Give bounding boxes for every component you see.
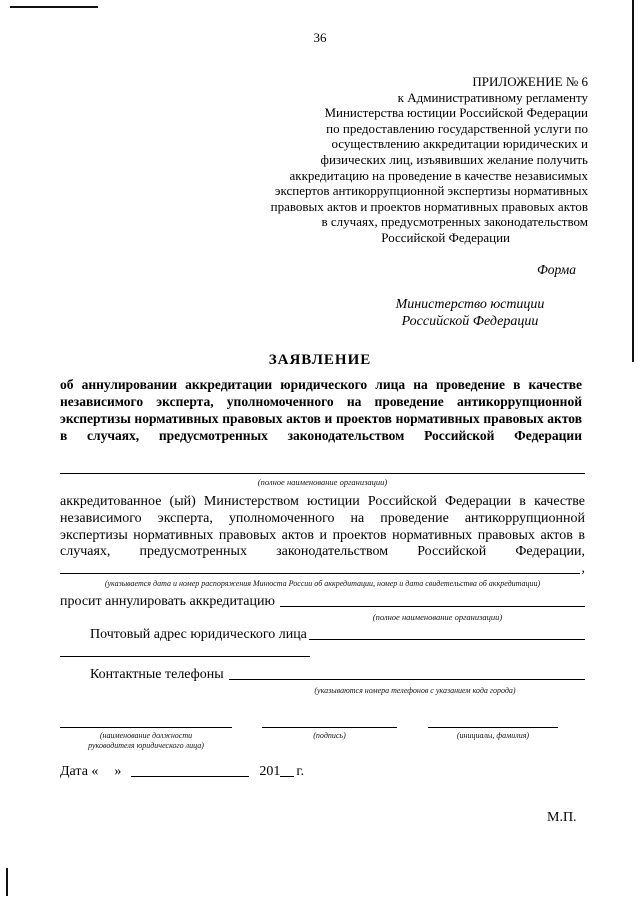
regulation-line: в случаях, предусмотренных законодательством xyxy=(321,214,588,230)
regulation-line: правовых актов и проектов нормативных правовых актов xyxy=(270,198,588,214)
contact-phones-line xyxy=(90,666,585,683)
regulation-line: аккредитацию на проведение в качестве независимых xyxy=(289,167,588,183)
form-label: Форма xyxy=(536,262,576,277)
request-caption: (полное наименование организации) xyxy=(372,612,503,622)
date-year: 201 xyxy=(259,764,281,779)
accreditation-fill-line xyxy=(60,573,580,574)
contact-phones-fill-line xyxy=(229,679,585,680)
scan-artifact-top-left xyxy=(10,6,98,8)
signature-position-caption xyxy=(50,731,242,751)
request-line xyxy=(60,593,585,610)
trailing-comma: , xyxy=(581,561,585,576)
scan-artifact-bottom-left xyxy=(6,868,8,896)
document-title: ЗАЯВЛЕНИЕ xyxy=(268,352,372,368)
appendix-header xyxy=(168,74,588,246)
body-paragraph: аккредитованное (ый) Министерством юстиции Российской Федерации в качестве независимого эксперта, уполномоченного на проведение антикоррупционной экспертизы нормативных правовых актов и проектов нормативных правовых актов в случаях, предусмотренных законодательством Российской Федерации, xyxy=(60,494,585,560)
document-subtitle: об аннулировании аккредитации юридического лица на проведение в качестве независимого эксперта, уполномоченного на проведение антикоррупционной экспертизы нормативных правовых актов и проектов нормативных правовых актов в случаях, предусмотренных законодательством Российской Федерации xyxy=(60,377,582,443)
regulation-line: Российской Федерации xyxy=(381,229,510,245)
contact-phones-caption: (указываются номера телефонов с указанием кода города) xyxy=(314,686,516,695)
signature-sign-line xyxy=(262,727,397,728)
regulation-line: осуществлению аккредитации юридических и xyxy=(331,136,588,152)
postal-address-continuation-line xyxy=(60,656,310,657)
postal-address-line xyxy=(90,626,585,643)
request-label: просит аннулировать аккредитацию xyxy=(60,594,275,609)
accreditation-blank-line xyxy=(60,560,585,577)
scan-artifact-right-edge xyxy=(632,0,634,362)
signature-initials-caption: (инициалы, фамилия) xyxy=(456,731,530,740)
postal-address-label: Почтовый адрес юридического лица xyxy=(90,627,307,642)
postal-address-fill-line xyxy=(309,639,585,640)
signature-initials-line xyxy=(428,727,558,728)
request-fill-line xyxy=(280,606,585,607)
org-name-caption: (полное наименование организации) xyxy=(257,477,388,487)
signature-position-caption-line: (наименование должности xyxy=(99,731,193,740)
regulation-line: экспертов антикоррупционной экспертизы нормативных xyxy=(274,183,588,199)
regulation-line: по предоставлению государственной услуги по xyxy=(326,120,588,136)
page-number: 36 xyxy=(313,30,327,45)
regulation-line: к Административному регламенту xyxy=(397,89,588,105)
regulation-line: Министерства юстиции Российской Федерации xyxy=(324,105,588,121)
ministry-line: Российской Федерации xyxy=(401,314,539,329)
signature-position-line xyxy=(60,727,232,728)
ministry-name xyxy=(360,296,580,330)
date-line xyxy=(60,763,360,780)
org-name-blank-line xyxy=(60,473,585,474)
signature-sign-caption: (подпись) xyxy=(313,731,346,740)
signature-position-caption-line: руководителя юридического лица) xyxy=(88,741,204,750)
stamp-label: М.П. xyxy=(547,810,577,825)
date-year-blank-line xyxy=(280,776,294,777)
date-quote-close: » xyxy=(114,764,122,779)
accreditation-caption: (указывается дата и номер распоряжения Минюста России об аккредитации, номер и дата свидетельства об аккредитации) xyxy=(104,579,541,588)
regulation-line: физических лиц, изъявивших желание получить xyxy=(320,151,588,167)
date-prefix: Дата « xyxy=(60,764,99,779)
contact-phones-label: Контактные телефоны xyxy=(90,667,224,682)
date-month-blank-line xyxy=(131,776,249,777)
date-year-suffix: г. xyxy=(296,764,305,779)
ministry-line: Министерство юстиции xyxy=(395,297,545,312)
appendix-title: ПРИЛОЖЕНИЕ № 6 xyxy=(472,74,588,89)
